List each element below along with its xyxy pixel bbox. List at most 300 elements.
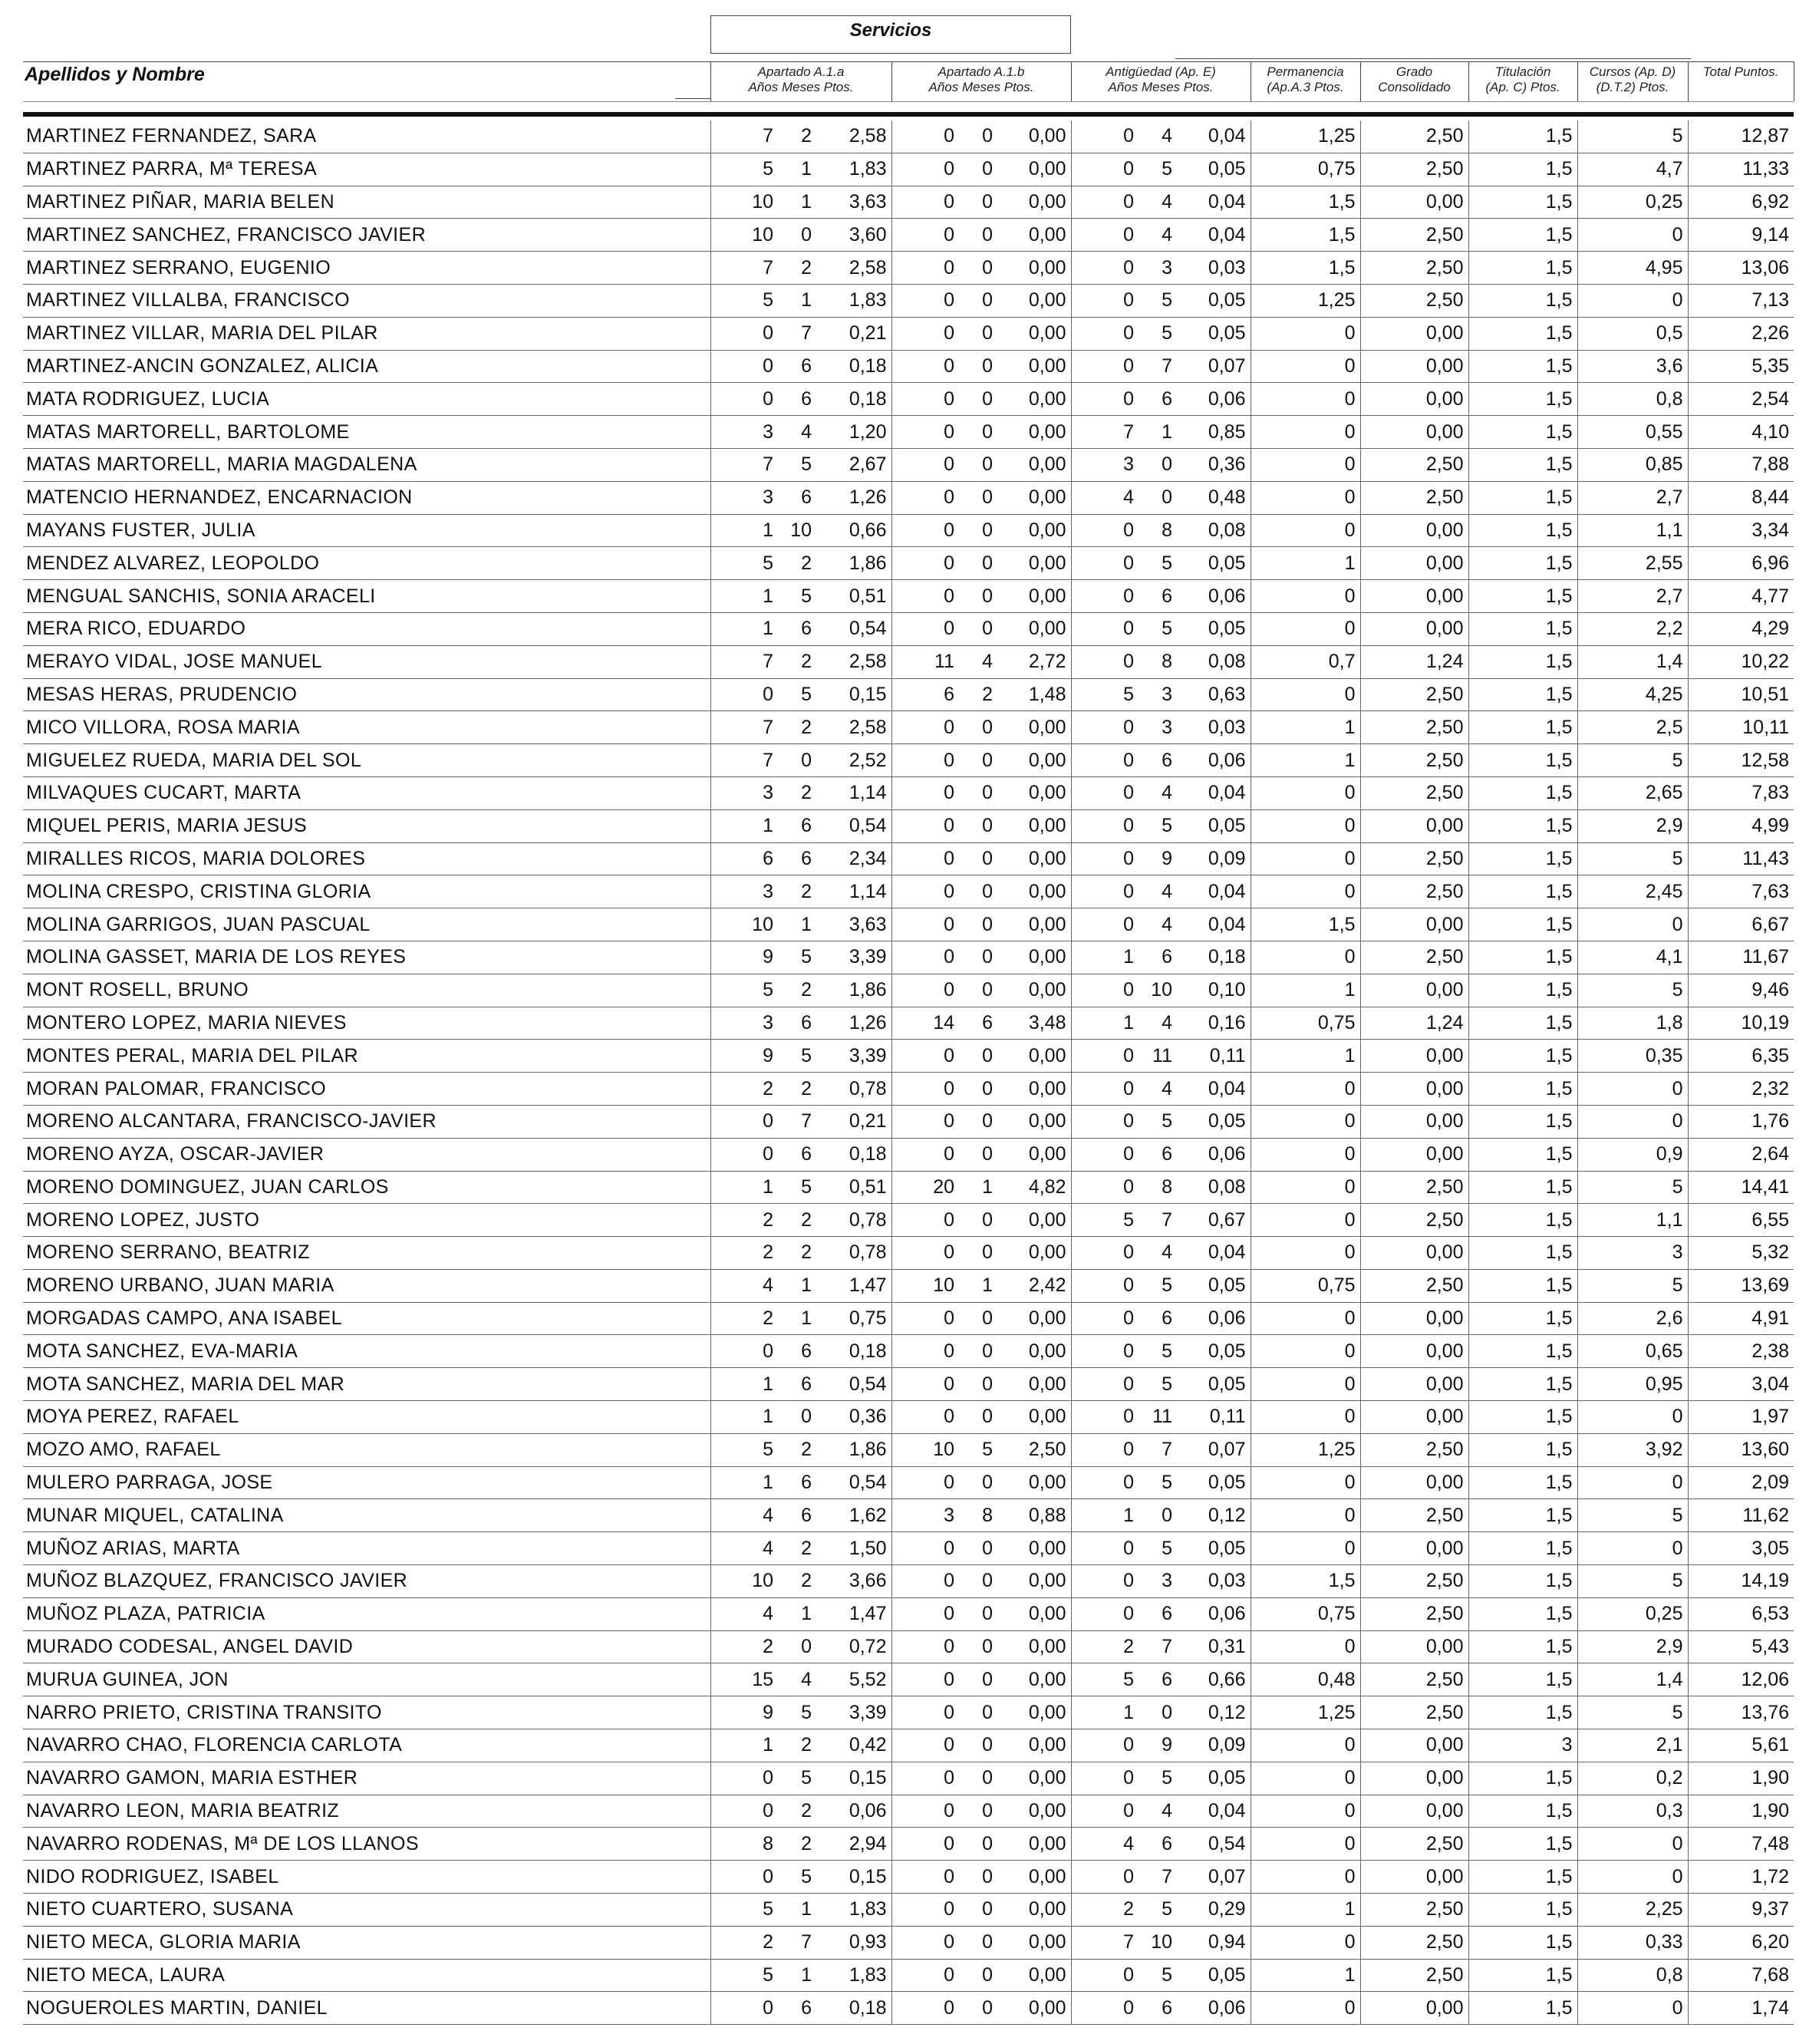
- cell-ant-meses: 4: [1134, 875, 1172, 908]
- cell-ant-ptos: 0,04: [1172, 120, 1251, 153]
- cell-ant-ptos: 0,03: [1172, 711, 1251, 744]
- cell-total: 8,44: [1688, 481, 1794, 514]
- cell-total: 1,97: [1688, 1401, 1794, 1434]
- cell-a1b-ptos: 0,00: [993, 580, 1071, 613]
- cell-permanencia: 1: [1251, 974, 1360, 1007]
- cell-a1b-ptos: 0,00: [993, 1959, 1071, 1992]
- cell-permanencia: 0: [1251, 1466, 1360, 1499]
- cell-cursos: 4,95: [1577, 252, 1688, 285]
- cell-a1a-anos: 1: [710, 1171, 773, 1204]
- cell-permanencia: 0: [1251, 317, 1360, 350]
- cell-a1a-anos: 0: [710, 1992, 773, 2025]
- table-row: [23, 1335, 1794, 1368]
- cell-a1a-anos: 7: [710, 252, 773, 285]
- cell-total: 7,63: [1688, 875, 1794, 908]
- cell-ant-ptos: 0,63: [1172, 678, 1251, 711]
- table-row: [23, 1466, 1794, 1499]
- cell-ant-meses: 5: [1134, 1532, 1172, 1565]
- cell-a1a-ptos: 3,39: [812, 941, 891, 974]
- header-antiguedad-line2: Años Meses Ptos.: [1108, 80, 1214, 94]
- cell-ant-anos: 0: [1071, 1237, 1134, 1270]
- table-row: [23, 776, 1794, 809]
- cell-ant-ptos: 0,07: [1172, 1433, 1251, 1466]
- cell-titulacion: 1,5: [1468, 580, 1577, 613]
- table-row: [23, 678, 1794, 711]
- cell-permanencia: 1,5: [1251, 186, 1360, 219]
- cell-a1b-meses: 0: [954, 547, 993, 580]
- cell-a1a-meses: 4: [773, 1663, 812, 1696]
- cell-ant-ptos: 0,31: [1172, 1630, 1251, 1663]
- cell-titulacion: 1,5: [1468, 1663, 1577, 1696]
- table-row: [23, 1105, 1794, 1138]
- cell-ant-meses: 3: [1134, 1565, 1172, 1598]
- cell-a1a-ptos: 3,60: [812, 219, 891, 252]
- cell-a1b-anos: 0: [891, 1335, 954, 1368]
- cell-a1b-meses: 0: [954, 1532, 993, 1565]
- cell-ant-ptos: 0,06: [1172, 383, 1251, 416]
- cell-ant-anos: 0: [1071, 317, 1134, 350]
- cell-ant-meses: 11: [1134, 1040, 1172, 1073]
- cell-total: 7,13: [1688, 284, 1794, 317]
- cell-ant-ptos: 0,06: [1172, 580, 1251, 613]
- table-body: [23, 120, 1794, 2025]
- cell-a1b-anos: 6: [891, 678, 954, 711]
- cell-a1a-meses: 7: [773, 1926, 812, 1959]
- cell-ant-meses: 5: [1134, 1335, 1172, 1368]
- cell-a1a-ptos: 0,66: [812, 514, 891, 547]
- cell-a1a-anos: 0: [710, 1105, 773, 1138]
- cell-permanencia: 0,7: [1251, 645, 1360, 678]
- cell-a1a-ptos: 0,21: [812, 317, 891, 350]
- cell-ant-ptos: 0,06: [1172, 1302, 1251, 1335]
- cell-grado: 0,00: [1360, 1073, 1468, 1106]
- cell-a1b-anos: 20: [891, 1171, 954, 1204]
- cell-permanencia: 0: [1251, 514, 1360, 547]
- cell-a1b-anos: 0: [891, 481, 954, 514]
- cell-permanencia: 0: [1251, 1762, 1360, 1795]
- cell-permanencia: 1,5: [1251, 908, 1360, 941]
- cell-a1b-meses: 0: [954, 514, 993, 547]
- cell-a1a-anos: 1: [710, 580, 773, 613]
- cell-a1b-meses: 0: [954, 711, 993, 744]
- cell-a1b-anos: 0: [891, 1795, 954, 1828]
- cell-cursos: 5: [1577, 974, 1688, 1007]
- header-grado-line2: Consolidado: [1378, 80, 1451, 94]
- cell-a1a-ptos: 1,83: [812, 284, 891, 317]
- cell-grado: 2,50: [1360, 284, 1468, 317]
- cell-permanencia: 0: [1251, 1499, 1360, 1532]
- cell-a1b-ptos: 0,00: [993, 1565, 1071, 1598]
- cell-name: MILVAQUES CUCART, MARTA: [23, 776, 710, 809]
- table-row: [23, 186, 1794, 219]
- cell-name: MERAYO VIDAL, JOSE MANUEL: [23, 645, 710, 678]
- cell-a1b-meses: 0: [954, 1302, 993, 1335]
- cell-cursos: 1,4: [1577, 1663, 1688, 1696]
- cell-cursos: 0: [1577, 1073, 1688, 1106]
- cell-ant-ptos: 0,05: [1172, 1762, 1251, 1795]
- cell-a1b-anos: 0: [891, 1401, 954, 1434]
- cell-titulacion: 1,5: [1468, 514, 1577, 547]
- table-row: [23, 1663, 1794, 1696]
- cell-ant-anos: 0: [1071, 580, 1134, 613]
- cell-grado: 2,50: [1360, 1894, 1468, 1927]
- cell-a1b-ptos: 0,00: [993, 120, 1071, 153]
- cell-ant-anos: 0: [1071, 186, 1134, 219]
- cell-grado: 0,00: [1360, 514, 1468, 547]
- cell-ant-meses: 8: [1134, 514, 1172, 547]
- header-a1b: [891, 64, 1071, 95]
- cell-cursos: 5: [1577, 842, 1688, 875]
- table-row: [23, 711, 1794, 744]
- cell-a1b-meses: 0: [954, 1729, 993, 1762]
- cell-total: 9,37: [1688, 1894, 1794, 1927]
- cell-titulacion: 1,5: [1468, 1630, 1577, 1663]
- cell-a1b-meses: 0: [954, 1795, 993, 1828]
- cell-a1b-anos: 0: [891, 1302, 954, 1335]
- cell-a1a-anos: 0: [710, 1335, 773, 1368]
- cell-titulacion: 1,5: [1468, 678, 1577, 711]
- header-a1a: [710, 64, 891, 95]
- header-total: [1688, 64, 1794, 80]
- table-row: [23, 1171, 1794, 1204]
- cell-cursos: 5: [1577, 120, 1688, 153]
- cell-a1b-anos: 0: [891, 1926, 954, 1959]
- cell-total: 5,43: [1688, 1630, 1794, 1663]
- cell-total: 12,87: [1688, 120, 1794, 153]
- cell-name: MUÑOZ ARIAS, MARTA: [23, 1532, 710, 1565]
- cell-total: 3,04: [1688, 1368, 1794, 1401]
- cell-ant-ptos: 0,06: [1172, 1992, 1251, 2025]
- cell-ant-meses: 6: [1134, 744, 1172, 777]
- cell-a1a-anos: 5: [710, 1433, 773, 1466]
- cell-total: 12,06: [1688, 1663, 1794, 1696]
- cell-total: 14,19: [1688, 1565, 1794, 1598]
- cell-a1b-meses: 2: [954, 678, 993, 711]
- header-permanencia-line1: Permanencia: [1267, 64, 1344, 79]
- cell-titulacion: 1,5: [1468, 974, 1577, 1007]
- cell-grado: 0,00: [1360, 317, 1468, 350]
- table-row: [23, 1795, 1794, 1828]
- cell-ant-anos: 0: [1071, 1368, 1134, 1401]
- cell-ant-anos: 0: [1071, 1040, 1134, 1073]
- cell-a1b-anos: 10: [891, 1433, 954, 1466]
- cell-ant-ptos: 0,05: [1172, 1466, 1251, 1499]
- cell-titulacion: 1,5: [1468, 317, 1577, 350]
- cell-permanencia: 0: [1251, 1171, 1360, 1204]
- table-row: [23, 1138, 1794, 1171]
- cell-cursos: 1,1: [1577, 1204, 1688, 1237]
- cell-ant-meses: 6: [1134, 383, 1172, 416]
- cell-a1b-meses: 0: [954, 1204, 993, 1237]
- cell-a1a-ptos: 1,86: [812, 547, 891, 580]
- cell-grado: 0,00: [1360, 1532, 1468, 1565]
- cell-a1b-meses: 1: [954, 1269, 993, 1302]
- cell-a1a-ptos: 1,86: [812, 1433, 891, 1466]
- cell-ant-anos: 0: [1071, 744, 1134, 777]
- cell-a1a-ptos: 0,51: [812, 1171, 891, 1204]
- cell-a1b-ptos: 0,00: [993, 1040, 1071, 1073]
- cell-a1a-meses: 10: [773, 514, 812, 547]
- cell-a1b-meses: 0: [954, 350, 993, 383]
- cell-a1a-ptos: 0,54: [812, 612, 891, 645]
- cell-name: MAYANS FUSTER, JULIA: [23, 514, 710, 547]
- cell-a1b-ptos: 2,42: [993, 1269, 1071, 1302]
- cell-titulacion: 1,5: [1468, 1565, 1577, 1598]
- cell-ant-ptos: 0,29: [1172, 1894, 1251, 1927]
- cell-name: NIETO MECA, LAURA: [23, 1959, 710, 1992]
- cell-grado: 2,50: [1360, 1926, 1468, 1959]
- cell-a1a-anos: 2: [710, 1073, 773, 1106]
- cell-ant-ptos: 0,07: [1172, 350, 1251, 383]
- cell-permanencia: 1,5: [1251, 219, 1360, 252]
- cell-ant-ptos: 0,16: [1172, 1007, 1251, 1040]
- cell-titulacion: 1,5: [1468, 809, 1577, 842]
- cell-a1b-meses: 0: [954, 1926, 993, 1959]
- cell-ant-anos: 0: [1071, 1171, 1134, 1204]
- table-row: [23, 514, 1794, 547]
- cell-a1a-anos: 4: [710, 1499, 773, 1532]
- cell-ant-ptos: 0,05: [1172, 1269, 1251, 1302]
- cell-a1a-ptos: 0,42: [812, 1729, 891, 1762]
- cell-ant-ptos: 0,05: [1172, 284, 1251, 317]
- cell-grado: 0,00: [1360, 1335, 1468, 1368]
- cell-a1b-ptos: 0,00: [993, 350, 1071, 383]
- cell-total: 13,06: [1688, 252, 1794, 285]
- cell-a1a-ptos: 2,67: [812, 448, 891, 481]
- cell-ant-anos: 1: [1071, 1499, 1134, 1532]
- cell-ant-meses: 6: [1134, 1663, 1172, 1696]
- cell-a1b-ptos: 1,48: [993, 678, 1071, 711]
- cell-name: MENGUAL SANCHIS, SONIA ARACELI: [23, 580, 710, 613]
- cell-titulacion: 1,5: [1468, 186, 1577, 219]
- table-row: [23, 1532, 1794, 1565]
- cell-a1a-anos: 6: [710, 842, 773, 875]
- cell-titulacion: 1,5: [1468, 1007, 1577, 1040]
- cell-total: 4,91: [1688, 1302, 1794, 1335]
- cell-a1a-meses: 2: [773, 1073, 812, 1106]
- cell-ant-ptos: 0,08: [1172, 645, 1251, 678]
- cell-a1a-anos: 15: [710, 1663, 773, 1696]
- cell-a1b-meses: 0: [954, 448, 993, 481]
- header-a1b-line1: Apartado A.1.b: [938, 64, 1025, 79]
- cell-a1b-meses: 0: [954, 284, 993, 317]
- cell-total: 10,19: [1688, 1007, 1794, 1040]
- cell-ant-ptos: 0,04: [1172, 1795, 1251, 1828]
- cell-name: MUNAR MIQUEL, CATALINA: [23, 1499, 710, 1532]
- table-row: [23, 1861, 1794, 1894]
- cell-permanencia: 0: [1251, 1630, 1360, 1663]
- cell-ant-ptos: 0,48: [1172, 481, 1251, 514]
- cell-a1b-ptos: 0,00: [993, 1663, 1071, 1696]
- cell-a1b-anos: 0: [891, 1105, 954, 1138]
- cell-cursos: 2,1: [1577, 1729, 1688, 1762]
- cell-ant-meses: 9: [1134, 842, 1172, 875]
- header-rule: [23, 61, 1794, 62]
- cell-cursos: 0,55: [1577, 416, 1688, 449]
- cell-permanencia: 0,75: [1251, 1597, 1360, 1630]
- cell-permanencia: 0: [1251, 1926, 1360, 1959]
- cell-ant-anos: 0: [1071, 809, 1134, 842]
- cell-a1a-anos: 7: [710, 711, 773, 744]
- cell-permanencia: 0: [1251, 1335, 1360, 1368]
- cell-name: MORENO URBANO, JUAN MARIA: [23, 1269, 710, 1302]
- cell-grado: 0,00: [1360, 974, 1468, 1007]
- cell-ant-meses: 5: [1134, 809, 1172, 842]
- cell-grado: 0,00: [1360, 416, 1468, 449]
- cell-ant-ptos: 0,18: [1172, 941, 1251, 974]
- cell-titulacion: 1,5: [1468, 1894, 1577, 1927]
- cell-permanencia: 1: [1251, 1894, 1360, 1927]
- cell-cursos: 0,9: [1577, 1138, 1688, 1171]
- header-cursos-line2: (D.T.2) Ptos.: [1596, 80, 1669, 94]
- cell-a1a-meses: 0: [773, 1401, 812, 1434]
- cell-a1b-meses: 0: [954, 481, 993, 514]
- cell-ant-meses: 5: [1134, 153, 1172, 186]
- cell-a1a-ptos: 1,47: [812, 1269, 891, 1302]
- cell-ant-meses: 5: [1134, 1368, 1172, 1401]
- cell-cursos: 0,3: [1577, 1795, 1688, 1828]
- cell-titulacion: 1,5: [1468, 1959, 1577, 1992]
- cell-a1b-anos: 0: [891, 612, 954, 645]
- cell-grado: 2,50: [1360, 1959, 1468, 1992]
- cell-a1a-anos: 0: [710, 1762, 773, 1795]
- cell-name: MOLINA GARRIGOS, JUAN PASCUAL: [23, 908, 710, 941]
- cell-a1b-ptos: 4,82: [993, 1171, 1071, 1204]
- cell-permanencia: 0: [1251, 1105, 1360, 1138]
- cell-a1a-anos: 1: [710, 1401, 773, 1434]
- cell-a1b-meses: 0: [954, 1466, 993, 1499]
- cell-ant-anos: 1: [1071, 1696, 1134, 1729]
- cell-a1b-anos: 0: [891, 776, 954, 809]
- cell-a1a-ptos: 2,58: [812, 252, 891, 285]
- cell-permanencia: 1,25: [1251, 120, 1360, 153]
- cell-titulacion: 1,5: [1468, 1433, 1577, 1466]
- cell-a1b-ptos: 0,00: [993, 1302, 1071, 1335]
- cell-a1b-ptos: 0,00: [993, 219, 1071, 252]
- cell-permanencia: 0: [1251, 678, 1360, 711]
- cell-a1a-ptos: 1,83: [812, 1894, 891, 1927]
- cell-grado: 0,00: [1360, 580, 1468, 613]
- cell-a1b-ptos: 0,00: [993, 1795, 1071, 1828]
- cell-a1b-anos: 0: [891, 252, 954, 285]
- servicios-header: Servicios: [710, 15, 1071, 54]
- cell-a1a-anos: 1: [710, 1466, 773, 1499]
- cell-grado: 2,50: [1360, 1597, 1468, 1630]
- header-rule: [675, 98, 710, 99]
- cell-a1b-anos: 0: [891, 1597, 954, 1630]
- table-row: [23, 875, 1794, 908]
- cell-a1b-anos: 0: [891, 350, 954, 383]
- cell-titulacion: 1,5: [1468, 776, 1577, 809]
- cell-grado: 2,50: [1360, 1696, 1468, 1729]
- cell-ant-meses: 6: [1134, 1597, 1172, 1630]
- cell-cursos: 0,8: [1577, 383, 1688, 416]
- table-row: [23, 941, 1794, 974]
- cell-a1a-meses: 1: [773, 1269, 812, 1302]
- cell-a1b-ptos: 0,00: [993, 1401, 1071, 1434]
- cell-grado: 0,00: [1360, 1861, 1468, 1894]
- cell-a1b-ptos: 0,00: [993, 514, 1071, 547]
- cell-total: 5,61: [1688, 1729, 1794, 1762]
- cell-a1b-meses: 0: [954, 1663, 993, 1696]
- cell-a1a-meses: 1: [773, 1959, 812, 1992]
- cell-grado: 0,00: [1360, 1105, 1468, 1138]
- table-row: [23, 1597, 1794, 1630]
- cell-ant-anos: 1: [1071, 1007, 1134, 1040]
- cell-grado: 0,00: [1360, 612, 1468, 645]
- cell-name: MURUA GUINEA, JON: [23, 1663, 710, 1696]
- cell-a1b-meses: 0: [954, 612, 993, 645]
- cell-ant-anos: 7: [1071, 1926, 1134, 1959]
- cell-a1a-anos: 0: [710, 1861, 773, 1894]
- cell-name: NARRO PRIETO, CRISTINA TRANSITO: [23, 1696, 710, 1729]
- cell-name: MARTINEZ SERRANO, EUGENIO: [23, 252, 710, 285]
- cell-cursos: 0: [1577, 1401, 1688, 1434]
- cell-ant-anos: 0: [1071, 1565, 1134, 1598]
- cell-a1a-ptos: 0,93: [812, 1926, 891, 1959]
- cell-a1a-ptos: 1,14: [812, 776, 891, 809]
- cell-ant-anos: 0: [1071, 252, 1134, 285]
- cell-grado: 2,50: [1360, 744, 1468, 777]
- cell-a1b-meses: 0: [954, 974, 993, 1007]
- cell-a1b-meses: 0: [954, 1401, 993, 1434]
- cell-titulacion: 1,5: [1468, 1237, 1577, 1270]
- cell-a1b-anos: 0: [891, 1565, 954, 1598]
- cell-ant-anos: 5: [1071, 678, 1134, 711]
- cell-titulacion: 1,5: [1468, 1171, 1577, 1204]
- cell-permanencia: 0: [1251, 809, 1360, 842]
- cell-ant-meses: 3: [1134, 678, 1172, 711]
- header-titulacion-line2: (Ap. C) Ptos.: [1485, 80, 1560, 94]
- cell-ant-ptos: 0,08: [1172, 514, 1251, 547]
- cell-name: NOGUEROLES MARTIN, DANIEL: [23, 1992, 710, 2025]
- cell-cursos: 0,5: [1577, 317, 1688, 350]
- cell-a1b-ptos: 0,00: [993, 1828, 1071, 1861]
- cell-name: MARTINEZ PARRA, Mª TERESA: [23, 153, 710, 186]
- cell-grado: 0,00: [1360, 1795, 1468, 1828]
- cell-a1b-meses: 0: [954, 1959, 993, 1992]
- cell-ant-anos: 0: [1071, 284, 1134, 317]
- cell-name: MARTINEZ SANCHEZ, FRANCISCO JAVIER: [23, 219, 710, 252]
- cell-titulacion: 1,5: [1468, 908, 1577, 941]
- cell-a1b-ptos: 0,88: [993, 1499, 1071, 1532]
- cell-a1a-ptos: 2,58: [812, 645, 891, 678]
- cell-a1b-ptos: 0,00: [993, 252, 1071, 285]
- cell-a1a-meses: 6: [773, 1335, 812, 1368]
- table-row: [23, 908, 1794, 941]
- cell-titulacion: 1,5: [1468, 1204, 1577, 1237]
- cell-a1b-meses: 0: [954, 1565, 993, 1598]
- cell-permanencia: 0: [1251, 1073, 1360, 1106]
- cell-name: NAVARRO LEON, MARIA BEATRIZ: [23, 1795, 710, 1828]
- cell-name: MATA RODRIGUEZ, LUCIA: [23, 383, 710, 416]
- cell-grado: 0,00: [1360, 1729, 1468, 1762]
- cell-name: MATENCIO HERNANDEZ, ENCARNACION: [23, 481, 710, 514]
- cell-a1b-anos: 0: [891, 1992, 954, 2025]
- cell-ant-ptos: 0,05: [1172, 1532, 1251, 1565]
- cell-a1b-anos: 0: [891, 1762, 954, 1795]
- cell-permanencia: 0: [1251, 1368, 1360, 1401]
- cell-cursos: 0: [1577, 1828, 1688, 1861]
- cell-a1b-anos: 0: [891, 1630, 954, 1663]
- cell-grado: 2,50: [1360, 711, 1468, 744]
- cell-a1a-meses: 2: [773, 1433, 812, 1466]
- cell-a1a-meses: 2: [773, 645, 812, 678]
- cell-total: 4,77: [1688, 580, 1794, 613]
- cell-a1b-meses: 8: [954, 1499, 993, 1532]
- cell-permanencia: 0: [1251, 1795, 1360, 1828]
- cell-grado: 2,50: [1360, 153, 1468, 186]
